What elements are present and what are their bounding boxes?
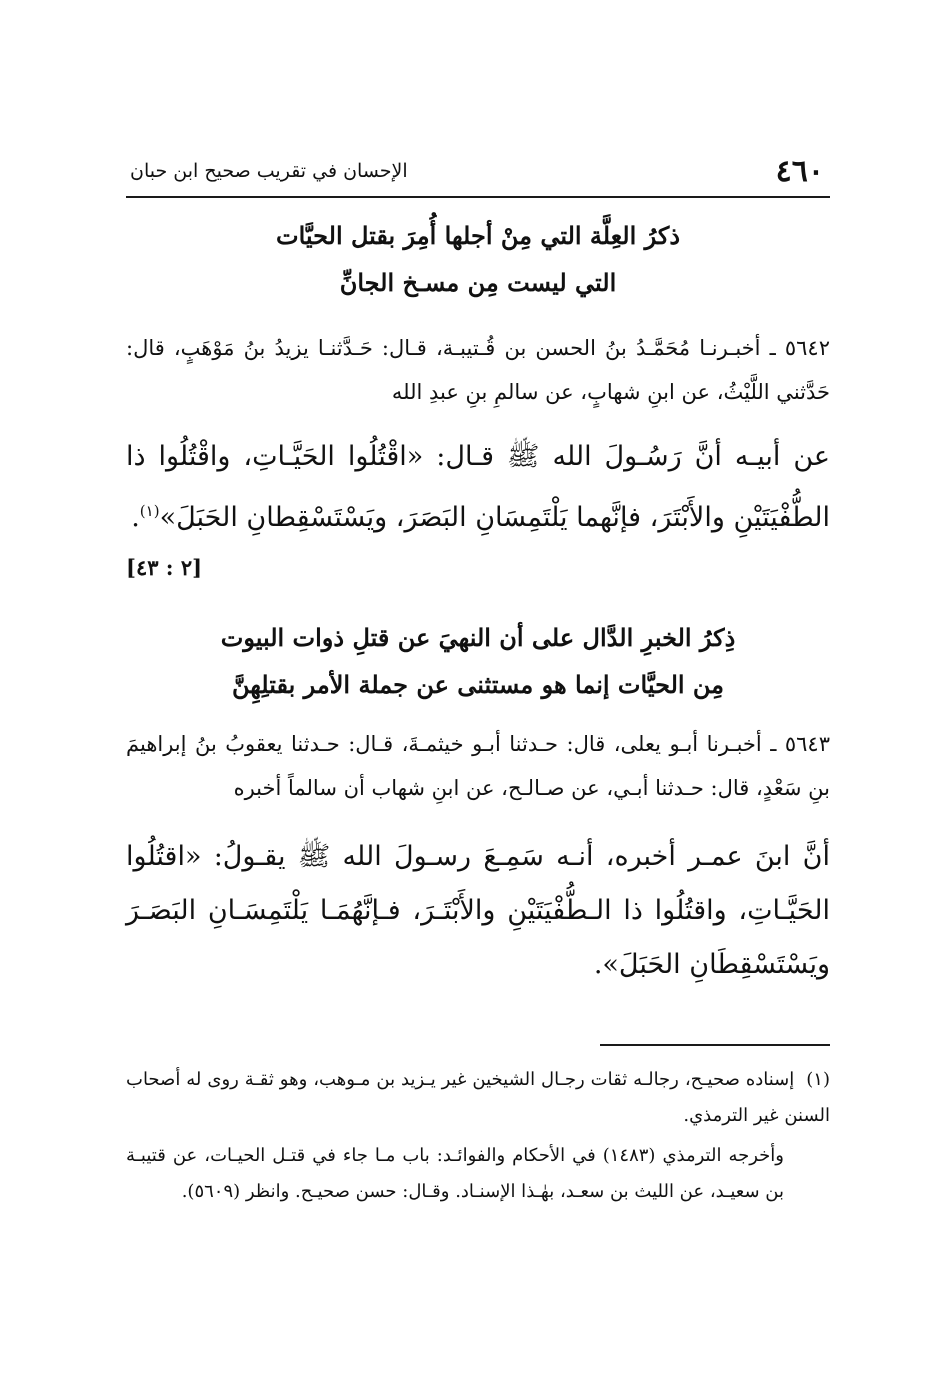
running-header	[126, 150, 830, 198]
footnote-marker: (١)	[139, 502, 160, 520]
page-number: ٤٦٠	[775, 154, 824, 189]
heading-line: التي ليست مِن مسـخ الجانِّ	[339, 268, 617, 297]
footnote-text: إسناده صحيـح، رجالـه ثقات رجـال الشيخين غير يـزيد بن مـوهب، وهو ثقـة روى له أصحاب السنن غير الترمذي.	[126, 1069, 830, 1126]
hadith-matn	[126, 430, 830, 545]
section-heading	[126, 614, 830, 708]
heading-line: ذكرُ العِلَّة التي مِنْ أجلها أُمِرَ بقتل الحيَّات	[275, 221, 680, 250]
hadith-matn: أنَّ ابنَ عمـر أخبره، أنـه سَمِـعَ رسـولَ الله ﷺ يقـولُ: «اقتُلُوا الحَيَّـاتِ، واقتُلُوا ذا الـطُّفْيَتَيْنِ والأَبْتَـرَ، فـإنَّهُمَـا يَلْتَمِسَـانِ البَصَـرَ ويَسْتَسْقِطَانِ الحَبَلَ».	[126, 841, 830, 980]
footnote	[126, 1138, 830, 1210]
book-page	[126, 150, 830, 1210]
heading-line: مِن الحيَّات إنما هو مستثنى عن جملة الأمر بقتلِهِنَّ	[231, 670, 725, 699]
footnote-text: وأخرجه الترمذي (١٤٨٣) في الأحكام والفوائـد: باب مـا جاء في قتـل الحيـات، عن قتيبـة بن سعيـد، عن الليث بن سعـد، بهٰـذا الإسنـاد. وقـال: حسن صحيـح. وانظر (٥٦٠٩).	[126, 1145, 784, 1202]
heading-line: ذِكرُ الخبرِ الدَّال على أن النهيَ عن قتلِ ذوات البيوت	[220, 623, 736, 652]
footnote	[126, 1062, 830, 1134]
footnote-divider	[600, 1044, 830, 1046]
footnote-number: (١)	[806, 1069, 830, 1090]
cross-reference: [٢ : ٤٣]	[126, 555, 203, 580]
hadith-isnad: ٥٦٤٣ ـ أخبـرنا أبـو يعلى، قال: حـدثنا أبـو خيثمـةَ، قـال: حـدثنا يعقوبُ بنُ إبراهيمَ بنِ سَعْدٍ، قال: حـدثنا أبـي، عن صـالـح، عن ابنِ شهاب أن سالماً أخبره	[126, 732, 830, 800]
hadith-isnad: ٥٦٤٢ ـ أخبـرنـا مُحَمَّـدُ بنُ الحسن بن قُـتيبـة، قـال: حَـدَّثنـا يزيدُ بنُ مَوْهَبٍ، قال: حَدَّثني اللَّيْثُ، عن ابنِ شهابٍ، عن سالمِ بنِ عبدِ الله	[126, 336, 830, 404]
footnotes	[126, 1062, 830, 1210]
hadith-text: عن أبيـه أنَّ رَسُـولَ الله ﷺ قـال: «اقْتُلُوا الحَيَّـاتِ، واقْتُلُوا ذا الطُّفْيَتَيْنِ والأَبْتَرَ، فإنَّهما يَلْتَمِسَانِ البَصَرَ، ويَسْتَسْقِطانِ الحَبَلَ»	[126, 441, 830, 533]
book-title: الإحسان في تقريب صحيح ابن حبان	[130, 160, 408, 182]
section-heading	[126, 212, 830, 306]
sentence-end: .	[131, 502, 140, 533]
